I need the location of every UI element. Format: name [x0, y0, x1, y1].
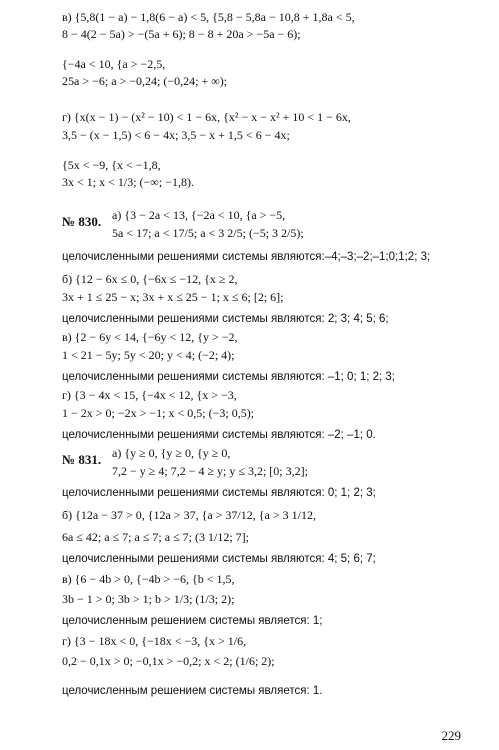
- answer-830b: целочисленными решениями системы являются: 2; 3; 4; 5; 6;: [62, 313, 389, 325]
- line-831v-2: 3b − 1 > 0; 3b > 1; b > 1/3; (1/3; 2);: [62, 592, 235, 606]
- line-v-4: 25a > −6; a > −0,24; (−0,24; + ∞);: [62, 74, 228, 88]
- line-830b-1: б) {12 − 6x ≤ 0, {−6x ≤ −12, {x ≥ 2,: [62, 272, 238, 286]
- line-830a-1: а) {3 − 2a < 13, {−2a < 10, {a > −5,: [112, 208, 286, 222]
- line-830a-2: 5a < 17; a < 17/5; a < 3 2/5; (−5; 3 2/5);: [112, 226, 304, 240]
- line-g-2: 3,5 − (x − 1,5) < 6 − 4x; 3,5 − x + 1,5 < 6 − 4x;: [62, 128, 290, 142]
- line-830v-1: в) {2 − 6y < 14, {−6y < 12, {y > −2,: [62, 330, 238, 344]
- line-v-1: в) {5,8(1 − a) − 1,8(6 − a) < 5, {5,8 − 5,8a − 10,8 + 1,8a < 5,: [62, 10, 355, 24]
- line-v-3: {−4a < 10, {a > −2,5,: [62, 57, 166, 71]
- line-831b-2: 6a ≤ 42; a ≤ 7; a ≤ 7; a ≤ 7; (3 1/12; 7];: [62, 530, 249, 544]
- answer-830a: целочисленными решениями системы являются:–4;–3;–2;–1;0;1;2; 3;: [62, 251, 431, 263]
- answer-831g: целочисленным решением системы является: 1.: [62, 685, 323, 697]
- line-831g-2: 0,2 − 0,1x > 0; −0,1x > −0,2; x < 2; (1/6; 2);: [62, 654, 275, 668]
- line-830g-1: г) {3 − 4x < 15, {−4x < 12, {x > −3,: [62, 388, 237, 402]
- line-830g-2: 1 − 2x > 0; −2x > −1; x < 0,5; (−3; 0,5);: [62, 406, 255, 420]
- answer-831a: целочисленными решениями системы являются: 0; 1; 2; 3;: [62, 487, 376, 499]
- problem-831-number: № 831.: [62, 452, 102, 467]
- answer-830v: целочисленными решениями системы являются: –1; 0; 1; 2; 3;: [62, 371, 396, 383]
- answer-831b: целочисленными решениями системы являются: 4; 5; 6; 7;: [62, 553, 376, 565]
- page-number: 229: [441, 728, 461, 743]
- line-831a-1: а) {y ≥ 0, {y ≥ 0, {y ≥ 0,: [112, 446, 231, 460]
- line-g-1: г) {x(x − 1) − (x² − 10) < 1 − 6x, {x² − x − x² + 10 < 1 − 6x,: [62, 110, 351, 124]
- line-831a-2: 7,2 − y ≥ 4; 7,2 − 4 ≥ y; y ≤ 3,2; [0; 3,2];: [112, 464, 308, 478]
- line-830b-2: 3x + 1 ≤ 25 − x; 3x + x ≤ 25 − 1; x ≤ 6; [2; 6];: [62, 290, 284, 304]
- line-830v-2: 1 < 21 − 5y; 5y < 20; y < 4; (−2; 4);: [62, 348, 235, 362]
- line-g-4: 3x < 1; x < 1/3; (−∞; −1,8).: [62, 175, 194, 189]
- line-831g-1: г) {3 − 18x < 0, {−18x < −3, {x > 1/6,: [62, 634, 247, 648]
- answer-831v: целочисленным решением системы является: 1;: [62, 615, 323, 627]
- problem-830-number: № 830.: [62, 214, 102, 229]
- line-v-2: 8 − 4(2 − 5a) > −(5a + 6); 8 − 8 + 20a > −5a − 6);: [62, 27, 301, 41]
- line-831b-1: б) {12a − 37 > 0, {12a > 37, {a > 37/12, {a > 3 1/12,: [62, 508, 316, 522]
- line-831v-1: в) {6 − 4b > 0, {−4b > −6, {b < 1,5,: [62, 572, 235, 586]
- answer-830g: целочисленными решениями системы являются: –2; –1; 0.: [62, 429, 376, 441]
- line-g-3: {5x < −9, {x < −1,8,: [62, 158, 161, 172]
